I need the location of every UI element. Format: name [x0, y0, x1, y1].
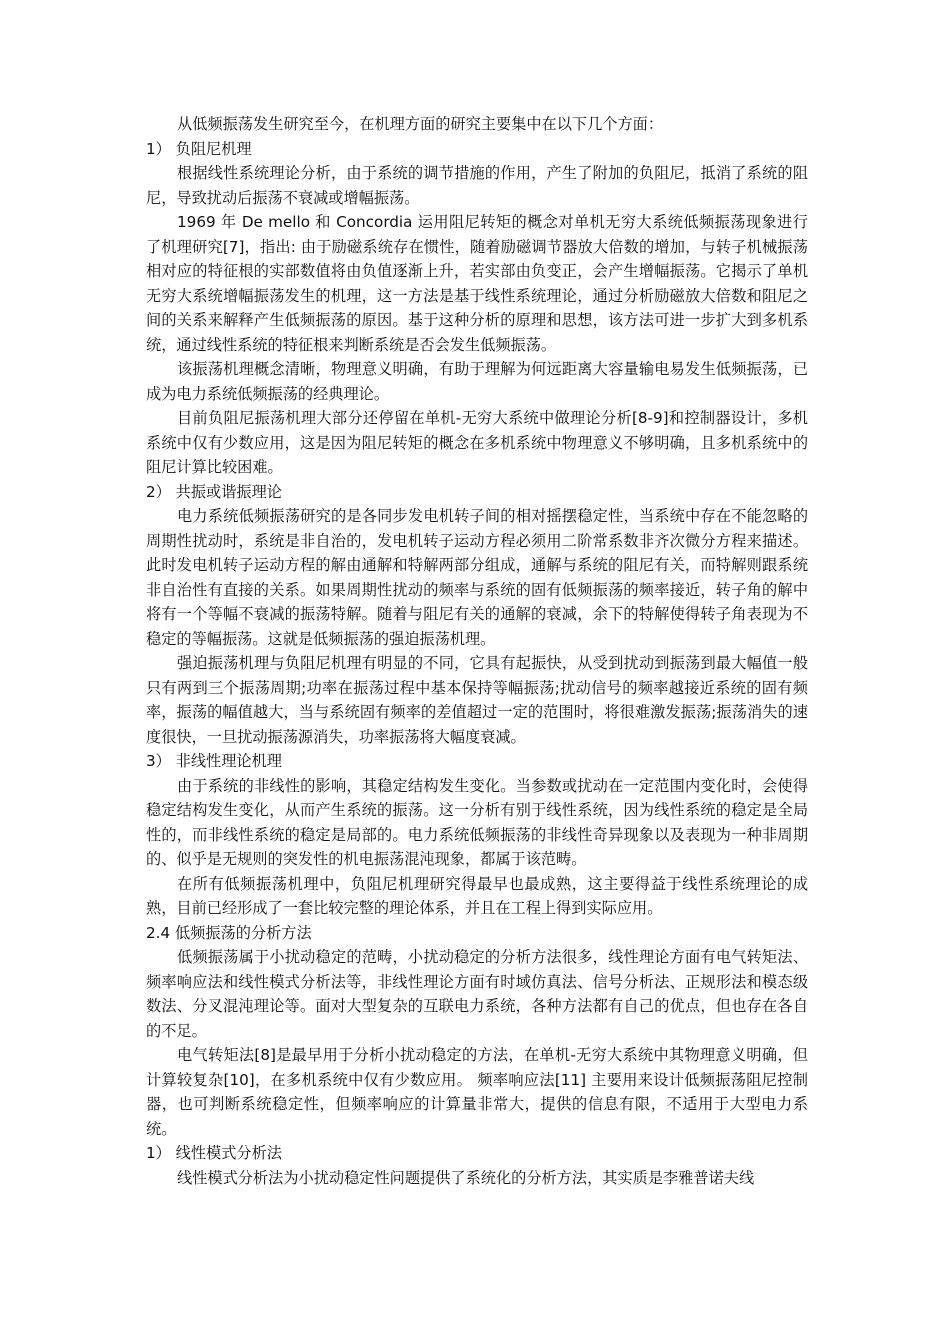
- paragraph: 该振荡机理概念清晰，物理意义明确，有助于理解为何远距离大容量输电易发生低频振荡，已成为电力系统低频振荡的经典理论。: [146, 360, 808, 403]
- paragraph: 在所有低频振荡机理中，负阻尼机理研究得最早也最成熟，这主要得益于线性系统理论的成熟，目前已经形成了一套比较完整的理论体系，并且在工程上得到实际应用。: [146, 874, 808, 917]
- paragraph: 1969 年 De mello 和 Concordia 运用阻尼转矩的概念对单机无穷大系统低频振荡现象进行了机理研究[7]，指出: 由于励磁系统存在惯性，随着励磁调节器放大倍数的增加，与转子机械振荡相对应的特征根的实部数值将由负值逐渐上升，若实部由负变正，会产生增幅振荡。它揭示了单机无穷大系统增幅振荡发生的机理，这一方法是基于线性系统理论，通过分析励磁放大倍数和阻尼之间的关系来解释产生低频振荡的原因。基于这种分析的原理和思想，该方法可进一步扩大到多机系统，通过线性系统的特征根来判断系统是否会发生低频振荡。: [146, 213, 808, 354]
- paragraph: 从低频振荡发生研究至今，在机理方面的研究主要集中在以下几个方面：: [177, 115, 663, 133]
- subheading: 3） 非线性理论机理: [146, 752, 282, 770]
- paragraph: 低频振荡属于小扰动稳定的范畴，小扰动稳定的分析方法很多，线性理论方面有电气转矩法、频率响应法和线性模式分析法等，非线性理论方面有时域仿真法、信号分析法、正规形法和模态级数法、分叉混沌理论等。面对大型复杂的互联电力系统，各种方法都有自己的优点，但也存在各自的不足。: [146, 948, 808, 1040]
- paragraph: 电力系统低频振荡研究的是各同步发电机转子间的相对摇摆稳定性，当系统中存在不能忽略的周期性扰动时，系统是非自治的，发电机转子运动方程必须用二阶常系数非齐次微分方程来描述。此时发电机转子运动方程的解由通解和特解两部分组成，通解与系统的阻尼有关，而特解则跟系统非自治性有直接的关系。如果周期性扰动的频率与系统的固有低频振荡的频率接近，转子角的解中将有一个等幅不衰减的振荡特解。随着与阻尼有关的通解的衰减，余下的特解使得转子角表现为不稳定的等幅振荡。这就是低频振荡的强迫振荡机理。: [146, 507, 808, 648]
- subheading: 1） 线性模式分析法: [146, 1144, 282, 1162]
- paragraph: 目前负阻尼振荡机理大部分还停留在单机-无穷大系统中做理论分析[8-9]和控制器设计，多机系统中仅有少数应用，这是因为阻尼转矩的概念在多机系统中物理意义不够明确，且多机系统中的阻尼计算比较困难。: [146, 409, 808, 476]
- paragraph: 根据线性系统理论分析，由于系统的调节措施的作用，产生了附加的负阻尼，抵消了系统的阻尼，导致扰动后振荡不衰减或增幅振荡。: [146, 164, 808, 207]
- document-body: [146, 112, 808, 1190]
- paragraph: 线性模式分析法为小扰动稳定性问题提供了系统化的分析方法，其实质是李雅普诺夫线: [177, 1168, 755, 1187]
- section-heading: 2.4 低频振荡的分析方法: [146, 923, 312, 942]
- paragraph: 强迫振荡机理与负阻尼机理有明显的不同，它具有起振快，从受到扰动到振荡到最大幅值一般只有两到三个振荡周期;功率在振荡过程中基本保持等幅振荡;扰动信号的频率越接近系统的固有频率，振荡的幅值越大，当与系统固有频率的差值超过一定的范围时，将很难激发振荡;振荡消失的速度很快，一旦扰动振荡源消失，功率振荡将大幅度衰减。: [146, 654, 808, 746]
- subheading: 1） 负阻尼机理: [146, 139, 252, 158]
- subheading: 2） 共振或谐振理论: [146, 482, 282, 501]
- paragraph: 由于系统的非线性的影响，其稳定结构发生变化。当参数或扰动在一定范围内变化时，会使得稳定结构发生变化，从而产生系统的振荡。这一分析有别于线性系统，因为线性系统的稳定是全局性的，而非线性系统的稳定是局部的。电力系统低频振荡的非线性奇异现象以及表现为一种非周期的、似乎是无规则的突发性的机电振荡混沌现象，都属于该范畴。: [146, 776, 808, 868]
- paragraph: 电气转矩法[8]是最早用于分析小扰动稳定的方法，在单机-无穷大系统中其物理意义明确，但计算较复杂[10]，在多机系统中仅有少数应用。 频率响应法[11] 主要用来设计低频振荡阻尼控制器，也可判断系统稳定性，但频率响应的计算量非常大，提供的信息有限，不适用于大型电力系统。: [146, 1046, 808, 1138]
